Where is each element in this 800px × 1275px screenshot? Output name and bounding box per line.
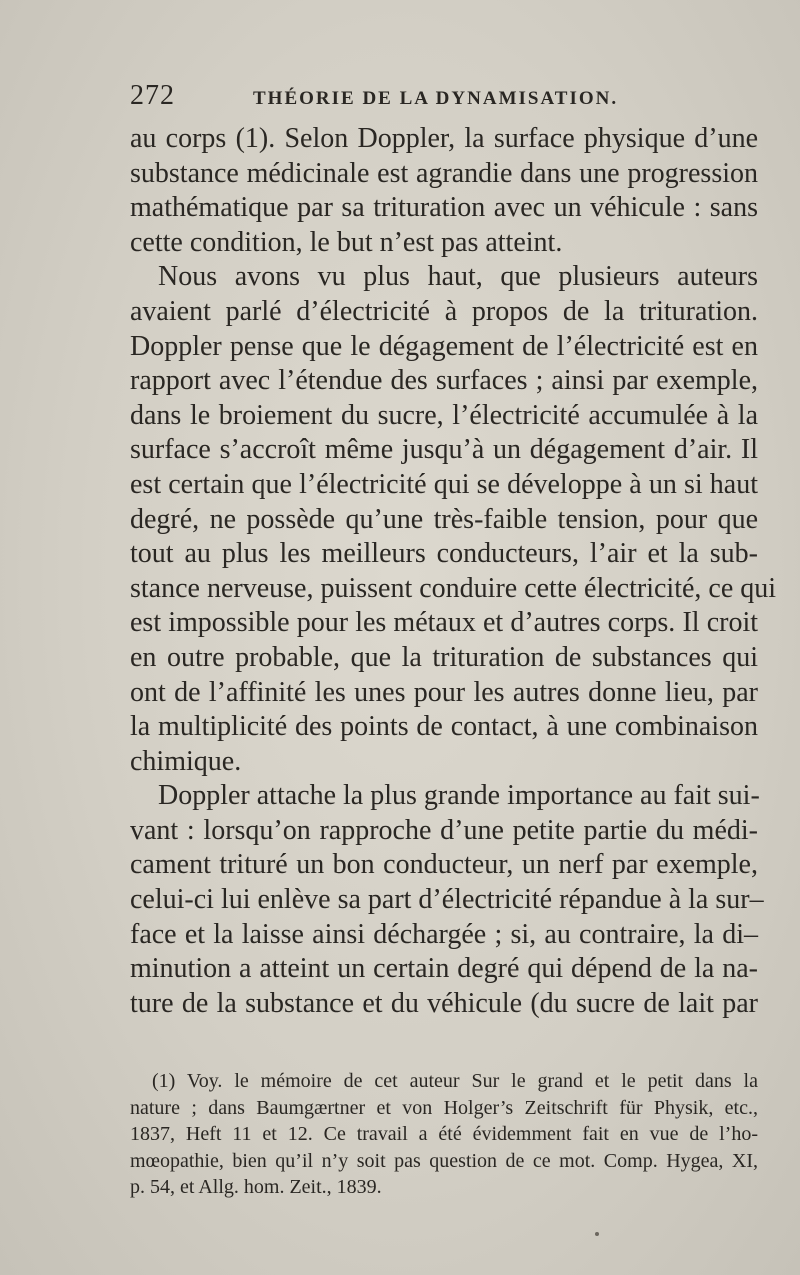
text-line: degré, ne possède qu’une très-faible tension, pour que xyxy=(130,503,758,535)
text-line: dans le broiement du sucre, l’électricité accumulée à la xyxy=(130,399,758,431)
text-line: ont de l’affinité les unes pour les autres donne lieu, par xyxy=(130,676,758,708)
text-line: substance médicinale est agrandie dans une progression xyxy=(130,157,758,189)
footnote-line: (1) Voy. le mémoire de cet auteur Sur le grand et le petit dans la xyxy=(152,1070,758,1092)
running-title: THÉORIE DE LA DYNAMISATION. xyxy=(253,88,619,109)
text-line: surface s’accroît même jusqu’à un dégagement d’air. Il xyxy=(130,434,758,466)
text-line: avaient parlé d’électricité à propos de la trituration. xyxy=(130,295,758,327)
text-line: en outre probable, que la trituration de substances qui xyxy=(130,641,758,673)
text-line: Doppler pense que le dégagement de l’électricité est en xyxy=(130,330,758,362)
running-head xyxy=(130,80,760,116)
text-line: chimique. xyxy=(130,745,242,777)
text-line: vant : lorsqu’on rapproche d’une petite partie du médi- xyxy=(130,814,758,846)
text-line: face et la laisse ainsi déchargée ; si, au contraire, la di– xyxy=(130,918,758,950)
text-line: tout au plus les meilleurs conducteurs, l’air et la sub- xyxy=(130,538,758,570)
footnote-line: p. 54, et Allg. hom. Zeit., 1839. xyxy=(130,1176,382,1198)
footnote-line: nature ; dans Baumgærtner et von Holger’s Zeitschrift für Physik, etc., xyxy=(130,1096,758,1119)
text-line: cette condition, le but n’est pas atteint. xyxy=(130,226,563,258)
footnote-line: 1837, Heft 11 et 12. Ce travail a été évidemment fait en vue de l’ho- xyxy=(130,1123,758,1145)
paper-speck xyxy=(595,1232,599,1236)
page-number: 272 xyxy=(130,80,175,111)
text-line: rapport avec l’étendue des surfaces ; ainsi par exemple, xyxy=(130,365,758,397)
text-line: mathématique par sa trituration avec un véhicule : sans xyxy=(130,192,758,224)
body-text xyxy=(130,122,777,1021)
footnote-line: mœopathie, bien qu’il n’y soit pas question de ce mot. Comp. Hygea, XI, xyxy=(130,1149,758,1172)
text-line: stance nerveuse, puissent conduire cette électricité, ce qui xyxy=(130,572,777,604)
text-line: Doppler attache la plus grande importance au fait sui- xyxy=(158,780,760,812)
text-line: celui-ci lui enlève sa part d’électricité répandue à la sur– xyxy=(130,884,764,916)
text-line: la multiplicité des points de contact, à une combinaison xyxy=(130,711,758,743)
text-line: minution a atteint un certain degré qui dépend de la na- xyxy=(130,953,758,985)
text-line: cament trituré un bon conducteur, un nerf par exemple, xyxy=(130,849,758,881)
text-line: au corps (1). Selon Doppler, la surface physique d’une xyxy=(130,123,758,154)
footnotes xyxy=(130,1068,758,1201)
text-line: Nous avons vu plus haut, que plusieurs auteurs xyxy=(158,261,758,293)
text-line: est impossible pour les métaux et d’autres corps. Il croit xyxy=(130,607,758,639)
text-line: est certain que l’électricité qui se développe à un si haut xyxy=(130,468,758,500)
text-line: ture de la substance et du véhicule (du sucre de lait par xyxy=(130,987,758,1019)
